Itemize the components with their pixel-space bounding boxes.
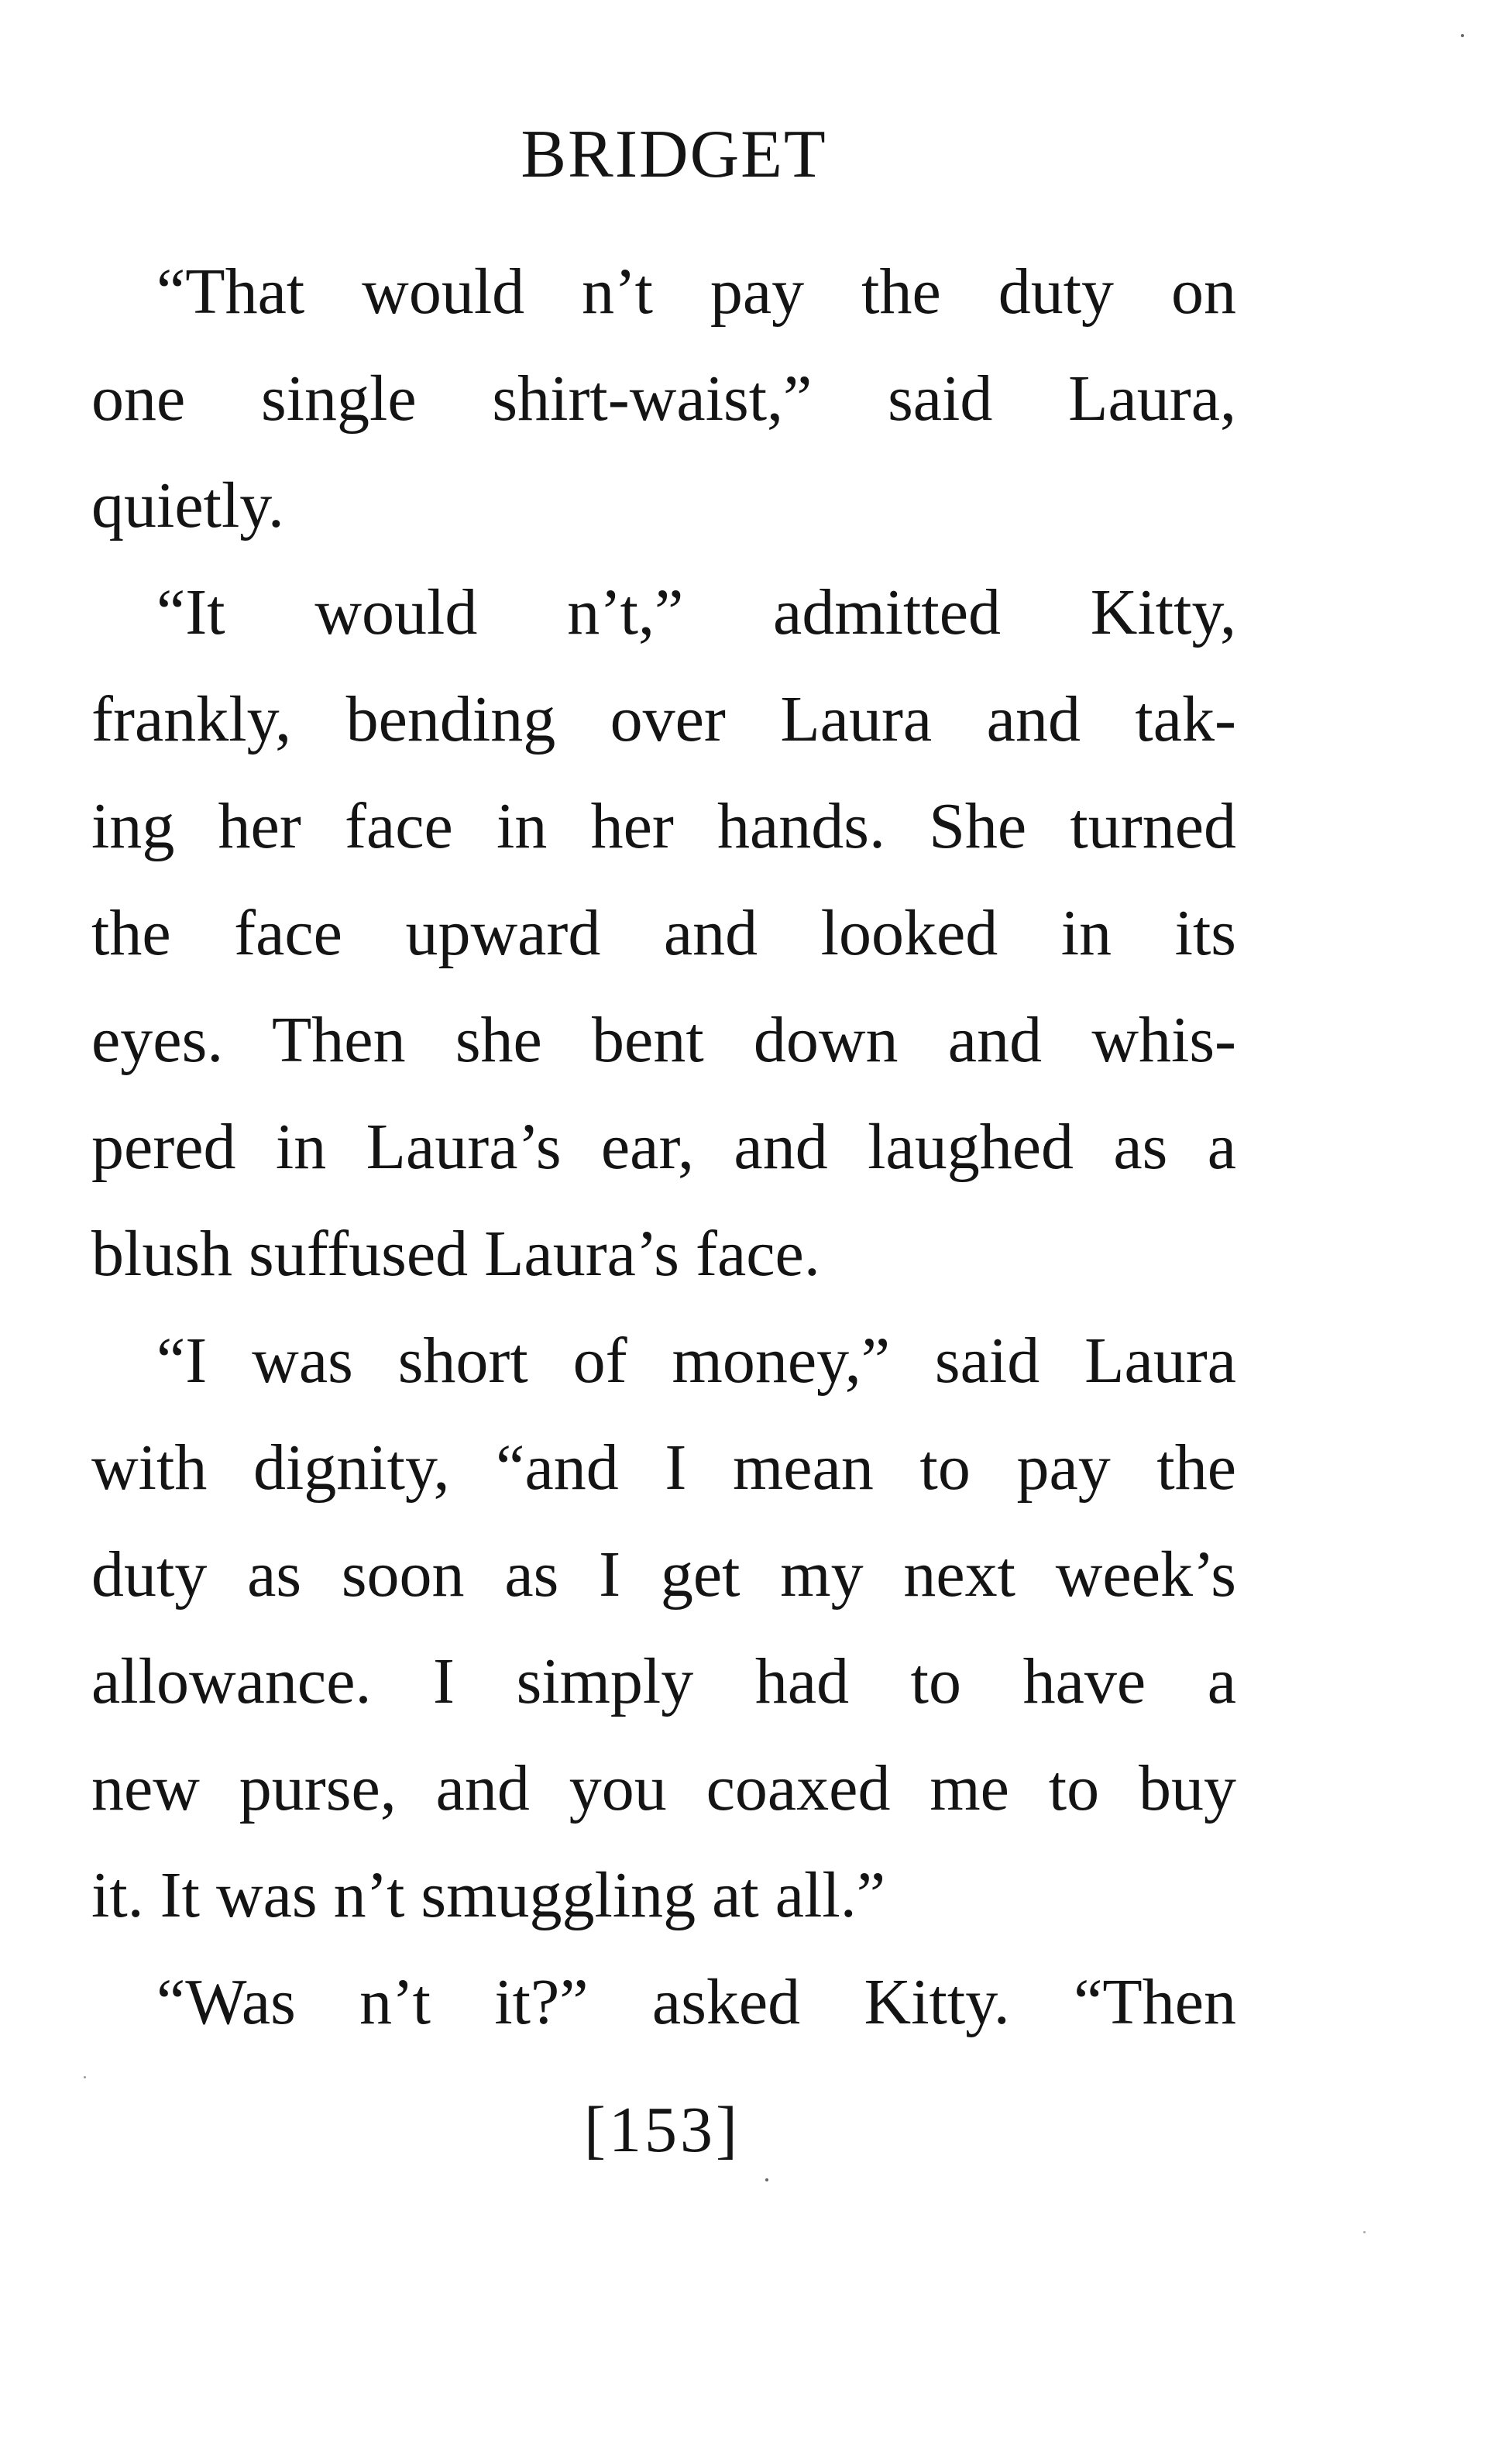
text-line: one single shirt-waist,” said Laura, [91, 363, 1236, 435]
text-line: with dignity, “and I mean to pay the [91, 1432, 1236, 1504]
text-line: pered in Laura’s ear, and laughed as a [91, 1111, 1236, 1183]
paragraph-4 [91, 1949, 1236, 2056]
paragraph-2 [91, 559, 1236, 1308]
scan-speck [84, 2076, 86, 2078]
paragraph-3 [91, 1308, 1236, 1949]
text-line: duty as soon as I get my next week’s [91, 1538, 1236, 1611]
text-line: allowance. I simply had to have a [91, 1645, 1236, 1717]
scan-speck [1461, 34, 1464, 37]
text-line: it. It was n’t smuggling at all.” [91, 1859, 885, 1931]
body-text [91, 239, 1236, 2056]
text-line: blush suffused Laura’s face. [91, 1218, 820, 1290]
text-line: ing her face in her hands. She turned [91, 790, 1236, 862]
paragraph-1 [91, 239, 1236, 559]
text-line: “That would n’t pay the duty on [156, 256, 1236, 328]
text-line: eyes. Then she bent down and whis- [91, 1004, 1236, 1076]
text-line: new purse, and you coaxed me to buy [91, 1752, 1236, 1824]
page-number: [153] [584, 2094, 741, 2166]
text-line: “Was n’t it?” asked Kitty. “Then [156, 1966, 1236, 2038]
text-line: quietly. [91, 469, 284, 541]
scan-speck [1363, 2231, 1366, 2233]
text-line: frankly, bending over Laura and tak- [91, 683, 1236, 755]
scan-speck [765, 2178, 768, 2181]
text-line: “It would n’t,” admitted Kitty, [156, 576, 1236, 648]
text-line: “I was short of money,” said Laura [156, 1325, 1236, 1397]
running-head: BRIDGET [521, 117, 827, 192]
text-line: the face upward and looked in its [91, 897, 1236, 969]
